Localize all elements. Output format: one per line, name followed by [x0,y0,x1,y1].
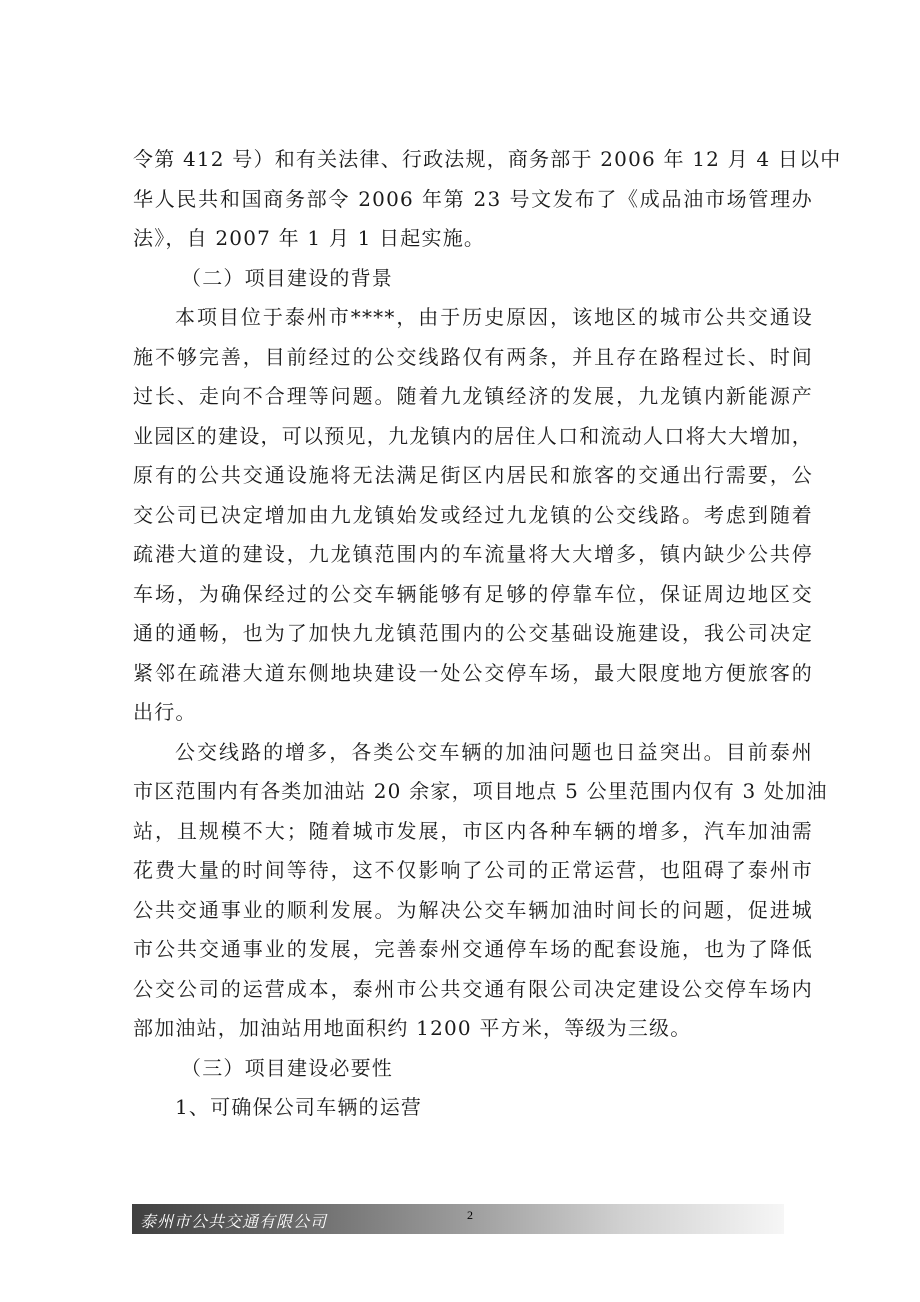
paragraph-line: 过长、走向不合理等问题。随着九龙镇经济的发展，九龙镇内新能源产 [133,384,813,408]
paragraph-line: 公共交通事业的顺利发展。为解决公交车辆加油时间长的问题，促进城 [133,897,813,922]
paragraph-line: 车场，为确保经过的公交车辆能够有足够的停靠车位，保证周边地区交 [133,581,813,606]
body-text [133,140,842,1128]
paragraph-line: 本项目位于泰州市****，由于历史原因，该地区的城市公共交通设 [175,305,813,329]
paragraph-line: 施不够完善，目前经过的公交线路仅有两条，并且存在路程过长、时间 [133,344,813,369]
paragraph-line: 市公共交通事业的发展，完善泰州交通停车场的配套设施，也为了降低 [133,937,813,961]
paragraph-line: 业园区的建设，可以预见，九龙镇内的居住人口和流动人口将大大增加， [133,423,813,448]
paragraph-line: 花费大量的时间等待，这不仅影响了公司的正常运营，也阻碍了泰州市 [133,858,813,882]
paragraph-line: 公交线路的增多，各类公交车辆的加油问题也日益突出。目前泰州 [175,739,813,764]
paragraph-line: 站，且规模不大；随着城市发展，市区内各种车辆的增多，汽车加油需 [133,818,813,843]
page-number: 2 [467,1208,473,1222]
paragraph-line: 原有的公共交通设施将无法满足街区内居民和旅客的交通出行需要，公 [133,463,813,487]
section-heading-background: （二）项目建设的背景 [181,265,393,290]
paragraph-line: 交公司已决定增加由九龙镇始发或经过九龙镇的公交线路。考虑到随着 [133,502,813,527]
paragraph-line: 公交公司的运营成本，泰州市公共交通有限公司决定建设公交停车场内 [133,976,813,1001]
subsection-heading: 1、可确保公司车辆的运营 [175,1095,423,1119]
page-footer [132,1204,784,1234]
paragraph-line: 市区范围内有各类加油站 20 余家，项目地点 5 公里范围内仅有 3 处加油 [133,779,828,803]
paragraph-line: 疏港大道的建设，九龙镇范围内的车流量将大大增多，镇内缺少公共停 [133,542,813,566]
paragraph-line: 华人民共和国商务部令 2006 年第 23 号文发布了《成品油市场管理办 [133,186,813,211]
paragraph-line: 紧邻在疏港大道东侧地块建设一处公交停车场，最大限度地方便旅客的 [133,660,813,685]
paragraph-line: 法》，自 2007 年 1 月 1 日起实施。 [133,226,486,250]
paragraph-line: 部加油站，加油站用地面积约 1200 平方米，等级为三级。 [133,1016,692,1040]
section-heading-necessity: （三）项目建设必要性 [181,1055,393,1080]
paragraph-line: 通的通畅，也为了加快九龙镇范围内的公交基础设施建设，我公司决定 [133,621,813,645]
footer-company-name: 泰州市公共交通有限公司 [140,1212,328,1231]
paragraph-line: 出行。 [133,700,197,724]
paragraph-line: 令第 412 号）和有关法律、行政法规，商务部于 2006 年 12 月 4 日以中 [133,147,842,171]
